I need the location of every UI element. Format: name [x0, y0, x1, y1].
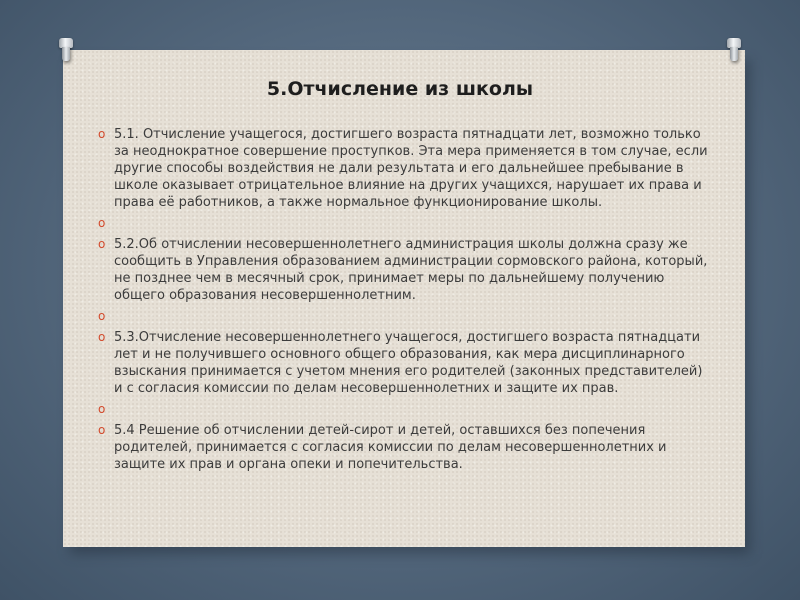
bullet-icon: o	[98, 330, 106, 344]
bullet-icon: o	[98, 309, 106, 323]
list-item	[98, 422, 708, 473]
paragraph-5-3: 5.3.Отчисление несовершеннолетнего учащегося, достигшего возраста пятнадцати лет и не получившего основного общего образования, как мера дисциплинарного взыскания принимается с учетом мнения его родителей (законных представителей) и с согласия комиссии по делам несовершеннолетних и защите их прав.	[114, 330, 703, 396]
bullet-icon: o	[98, 127, 106, 141]
list-item	[98, 308, 708, 325]
paragraph-5-4: 5.4 Решение об отчислении детей-сирот и детей, оставшихся без попечения родителей, принимается с согласия комиссии по делам несовершеннолетних и защите их прав и органа опеки и попечительства.	[114, 423, 667, 472]
bullet-icon: o	[98, 237, 106, 251]
list-item	[98, 215, 708, 232]
bullet-icon: o	[98, 423, 106, 437]
list-item	[98, 329, 708, 397]
bullet-icon: o	[98, 402, 106, 416]
pushpin-left-icon	[59, 38, 73, 64]
bullet-list	[98, 126, 708, 477]
paragraph-5-1: 5.1. Отчисление учащегося, достигшего возраста пятнадцати лет, возможно только за неоднократное совершение проступков. Эта мера применяется в том случае, если другие способы воздействия не дали результата и его дальнейшее пребывание в школе оказывает отрицательное влияние на других учащихся, нарушает их права и права её работников, а также нормальное функционирование школы.	[114, 127, 708, 210]
list-item	[98, 236, 708, 304]
pushpin-right-icon	[727, 38, 741, 64]
list-item	[98, 401, 708, 418]
paragraph-5-2: 5.2.Об отчислении несовершеннолетнего администрация школы должна сразу же сообщить в Управления образованием администрации сормовского района, который, не позднее чем в месячный срок, принимает меры по дальнейшему получению общего образования несовершеннолетним.	[114, 237, 708, 303]
slide-title: 5.Отчисление из школы	[266, 78, 534, 100]
list-item	[98, 126, 708, 211]
bullet-icon: o	[98, 216, 106, 230]
